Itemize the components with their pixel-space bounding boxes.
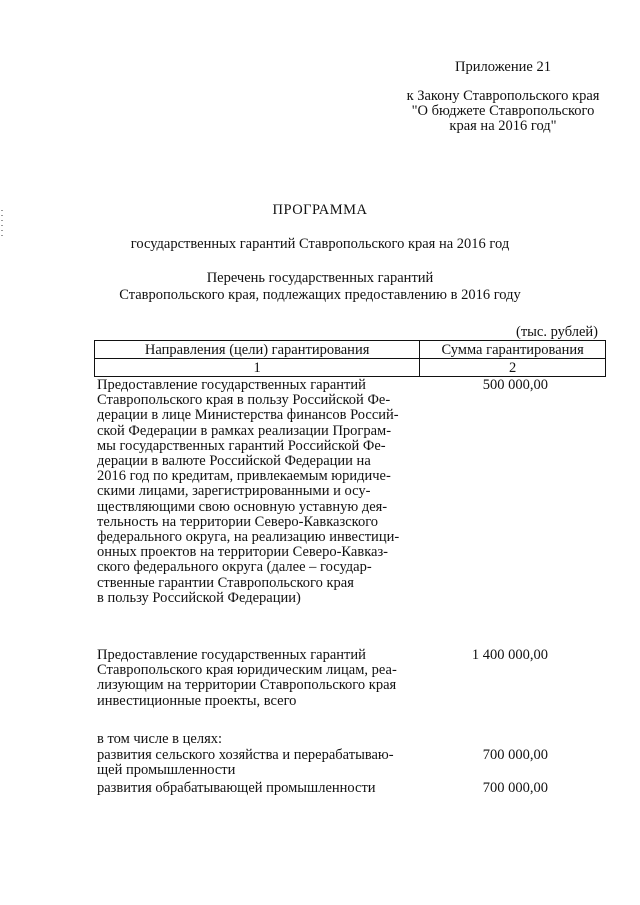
row-text-line: инвестиционные проекты, всего — [97, 692, 297, 709]
row-text-line: в пользу Российской Федерации) — [97, 589, 301, 606]
row-text-line: мы государственных гарантий Российской Фе- — [97, 437, 386, 454]
row-amount: 1 400 000,00 — [471, 647, 548, 663]
including-label — [97, 732, 417, 747]
document-title: ПРОГРАММА — [272, 202, 368, 218]
sub-row-text-line: развития обрабатывающей промышленности — [97, 780, 376, 796]
law-line: края на 2016 год" — [449, 118, 557, 134]
row-text-line: ществляющими свою основную уставную дея- — [97, 498, 388, 515]
sub-row-amount: 700 000,00 — [482, 747, 548, 763]
units-note: (тыс. рублей) — [516, 324, 598, 340]
column-header-amount: Сумма гарантирования — [420, 341, 606, 359]
column-number-1: 1 — [95, 359, 420, 377]
table-row — [97, 378, 417, 606]
table-row — [97, 648, 417, 709]
row-text-line: лизующим на территории Ставропольского края — [97, 677, 397, 694]
row-text-line: ского федерального округа (далее – государ- — [97, 559, 372, 576]
list-title-line: Перечень государственных гарантий — [206, 270, 434, 286]
row-text-line: ственные гарантии Ставропольского края — [97, 574, 354, 591]
law-line: к Закону Ставропольского края — [406, 88, 600, 104]
sub-row — [97, 748, 417, 778]
sub-row-text-line: щей промышленности — [97, 762, 236, 779]
row-text-line: ской Федерации в рамках реализации Програм- — [97, 422, 392, 439]
sub-row-amount: 700 000,00 — [482, 780, 548, 796]
annex-number: Приложение 21 — [455, 59, 551, 75]
law-reference — [398, 89, 608, 134]
row-text-line: тельность на территории Северо-Кавказского — [97, 513, 379, 530]
list-title-line: Ставропольского края, подлежащих предоставлению в 2016 году — [119, 287, 521, 303]
row-text-line: Ставропольского края юридическим лицам, реа- — [97, 662, 397, 679]
row-text-line: скими лицами, зарегистрированными и осу- — [97, 483, 371, 500]
document-subtitle: государственных гарантий Ставропольского края на 2016 год — [130, 236, 510, 252]
row-text-line: Предоставление государственных гарантий — [97, 647, 366, 663]
including-label-text: в том числе в целях: — [97, 731, 223, 747]
row-text-line: дерации в валюте Российской Федерации на — [97, 453, 371, 470]
row-text-line: Предоставление государственных гарантий — [97, 377, 366, 393]
row-text-line: 2016 год по кредитам, привлекаемым юридиче- — [97, 468, 391, 485]
row-amount: 500 000,00 — [482, 377, 548, 393]
law-line: "О бюджете Ставропольского — [411, 103, 595, 119]
column-header-direction: Направления (цели) гарантирования — [95, 341, 420, 359]
row-text-line: федерального округа, на реализацию инвестици- — [97, 529, 400, 546]
row-text-line: Ставропольского края в пользу Российской Фе- — [97, 392, 391, 409]
sub-row — [97, 781, 417, 796]
row-text-line: онных проектов на территории Северо-Кавказ- — [97, 544, 389, 561]
list-title — [0, 270, 640, 304]
guarantees-table-header — [94, 340, 606, 377]
column-number-2: 2 — [420, 359, 606, 377]
row-text-line: дерации в лице Министерства финансов Россий- — [97, 407, 399, 424]
sub-row-text-line: развития сельского хозяйства и перерабатываю- — [97, 747, 394, 763]
